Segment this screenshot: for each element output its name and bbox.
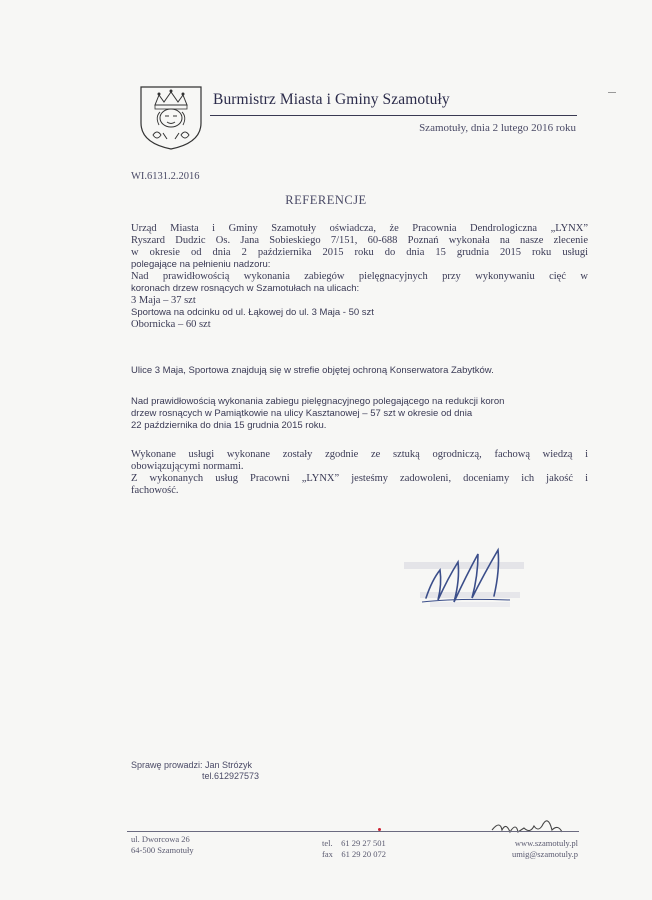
paragraph-conclusion <box>131 449 588 497</box>
coat-of-arms-icon <box>137 85 205 151</box>
footer-web <box>512 838 578 860</box>
issuer-name: Burmistrz Miasta i Gminy Szamotuły <box>213 91 450 108</box>
tel-value: 61 29 27 501 <box>341 838 386 848</box>
text-line: Nad prawidłowością wykonania zabiegów pielęgnacyjnych przy wykonywaniu cięć w <box>131 271 588 282</box>
paragraph-intro <box>131 223 588 331</box>
reference-number: WI.6131.2.2016 <box>131 171 200 182</box>
document-date: Szamotuły, dnia 2 lutego 2016 roku <box>419 122 576 134</box>
text-line: fachowość. <box>131 485 179 496</box>
list-item: Sportowa na odcinku od ul. Łąkowej do ul. 3 Maja - 50 szt <box>131 307 374 318</box>
list-item: 3 Maja – 37 szt <box>131 295 196 306</box>
fax-value: 61 29 20 072 <box>341 849 386 859</box>
footer-address <box>131 834 194 856</box>
text-line: koronach drzew rosnących w Szamotułach na ulicach: <box>131 283 360 294</box>
prepared-by-phone: tel.612927573 <box>202 771 260 781</box>
text-line: w okresie od dnia 2 października 2015 roku do dnia 15 grudnia 2015 roku usługi <box>131 247 588 258</box>
text-line: obowiązującymi normami. <box>131 461 244 472</box>
address-city: 64-500 Szamotuły <box>131 845 194 855</box>
header-divider <box>210 115 577 116</box>
text-line: Urząd Miasta i Gminy Szamotuły oświadcza, że Pracownia Dendrologiczna „LYNX” <box>131 223 588 234</box>
footer-fax <box>322 849 386 860</box>
website-link[interactable]: www.szamotuly.pl <box>514 838 578 848</box>
red-mark <box>378 828 381 831</box>
footer-contact <box>322 838 386 860</box>
text-line: Ulice 3 Maja, Sportowa znajdują się w strefie objętej ochroną Konserwatora Zabytków. <box>131 365 494 376</box>
text-line: drzew rosnących w Pamiątkowie na ulicy Kasztanowej – 57 szt w okresie od dnia <box>131 408 473 419</box>
fax-label: fax <box>322 849 333 859</box>
text-line: polegające na pełnieniu nadzoru: <box>131 259 271 270</box>
text-line: Z wykonanych usług Pracowni „LYNX” jesteśmy zadowoleni, doceniamy ich jakość i <box>131 473 588 484</box>
footer-divider <box>127 831 579 832</box>
footer-phone <box>322 838 386 849</box>
text-line: Ryszard Dudzic Os. Jana Sobieskiego 7/151, 60-688 Poznań wykonała na nasze zlecenie <box>131 235 588 246</box>
signature-icon <box>418 540 528 610</box>
decorative-mark <box>608 92 616 93</box>
tel-label: tel. <box>322 838 333 848</box>
address-street: ul. Dworcowa 26 <box>131 834 190 844</box>
prepared-by: Sprawę prowadzi: Jan Strózyk <box>131 760 253 770</box>
document-title: REFERENCJE <box>285 193 367 207</box>
footer-signature-icon <box>490 814 580 836</box>
paragraph-pamiatkowo <box>131 396 588 432</box>
email-link[interactable]: umig@szamotuly.p <box>511 849 578 859</box>
list-item: Obornicka – 60 szt <box>131 319 211 330</box>
text-line: 22 października do dnia 15 grudnia 2015 roku. <box>131 420 327 431</box>
text-line: Wykonane usługi wykonane zostały zgodnie ze sztuką ogrodniczą, fachową wiedzą i <box>131 449 588 460</box>
text-line: Nad prawidłowością wykonania zabiegu pielęgnacyjnego polegającego na redukcji koron <box>131 396 505 407</box>
paragraph-heritage-note <box>131 365 588 377</box>
